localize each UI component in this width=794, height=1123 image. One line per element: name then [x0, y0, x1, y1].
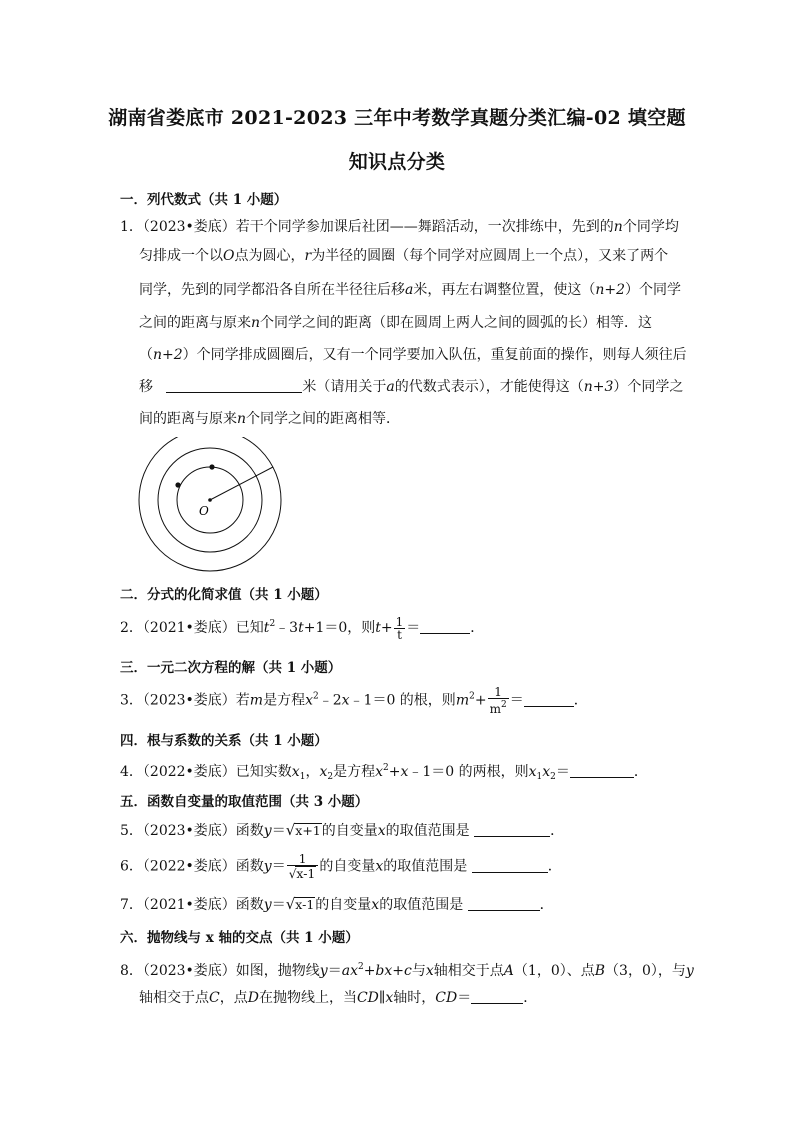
outer-circle [139, 437, 281, 571]
question-4: 4．（2022•娄底）已知实数$x_1$，$x_2$是方程$x^2+x﹣1=0$ 的两根，则$x_1x_2=$ ． [120, 763, 648, 782]
question-5: 5．（2023•娄底）函数y＝√x+1的自变量x的取值范围是 ． [120, 821, 565, 839]
question-2: 2．（2021•娄底）已知$t^2﹣3t+1=0$，则t+ $\frac{1}{t}$ ＝ ． [120, 614, 485, 642]
question-1-line-3: 同学，先到的同学都沿各自所在半径往后移a米，再左右调整位置，使这（n+2）个同学 [139, 282, 682, 298]
answer-blank-8[interactable] [471, 989, 523, 1004]
question-7: 7．（2021•娄底）函数y＝√x-1的自变量x的取值范围是 ． [120, 895, 554, 913]
question-1-line-2: 匀排成一个以O点为圆心，r为半径的圆圈（每个同学对应圆周上一个点），又来了两个 [139, 248, 669, 264]
document-subtitle: 知识点分类 [348, 151, 446, 173]
question-1-line-5: （n+2）个同学排成圆圈后，又有一个同学要加入队伍，重复前面的操作，则每人须往后 [139, 347, 687, 363]
answer-blank-7[interactable] [468, 896, 540, 911]
answer-blank-4[interactable] [570, 763, 634, 778]
section-heading-6: 六．抛物线与 x 轴的交点（共 1 小题） [120, 930, 359, 946]
fraction-1-over-t: $\frac{1}{t}$ [395, 614, 404, 642]
section-heading-4: 四．根与系数的关系（共 1 小题） [120, 733, 328, 749]
question-8-line-2: 轴相交于点C，点D在抛物线上，当CD∥x轴时，CD＝ ． [139, 990, 538, 1006]
answer-blank-5[interactable] [474, 822, 550, 837]
center-label: O [199, 504, 209, 518]
section-heading-3: 三．一元二次方程的解（共 1 小题） [120, 660, 342, 676]
student-point-1 [175, 482, 180, 487]
section-heading-2: 二．分式的化简求值（共 1 小题） [120, 587, 328, 603]
question-1-line-1: 1．（2023•娄底）若干个同学参加课后社团——舞蹈活动，一次排练中，先到的n个同学均 [120, 219, 679, 235]
question-6: 6．（2022•娄底）函数y＝ $\frac{1}{√x-1}$ 的自变量x的取值范围是 ． [120, 852, 562, 881]
section-heading-5: 五．函数自变量的取值范围（共 3 小题） [120, 794, 369, 810]
question-1-line-6: 移 米（请用关于a的代数式表示），才能使得这（n+3）个同学之 [139, 379, 684, 395]
fraction-1-over-m2: $\frac{1}{m^2}$ [489, 685, 507, 716]
answer-blank-3[interactable] [524, 692, 574, 707]
question-1-line-7: 间的距离与原来n个同学之间的距离相等． [139, 411, 401, 427]
answer-blank-6[interactable] [472, 858, 548, 873]
document-title: 湖南省娄底市 2021-2023 三年中考数学真题分类汇编-02 填空题 [108, 107, 686, 129]
radius-line [210, 467, 273, 500]
fraction-1-over-sqrt: $\frac{1}{√x-1}$ [287, 853, 319, 880]
question-3: 3．（2023•娄底）若m是方程$x^2﹣2x﹣1=0$ 的根，则$m^2+$ $\frac{1}{m^2}$ ＝ ． [120, 685, 588, 716]
question-1-line-4: 之间的距离与原来n个同学之间的距离（即在圆周上两人之间的圆弧的长）相等．这 [139, 315, 653, 331]
question-8-line-1: 8．（2023•娄底）如图，抛物线$y=ax^2+bx+c$与x轴相交于点A（1，0）、点B（3，0），与y [120, 962, 694, 979]
section-heading-1: 一．列代数式（共 1 小题） [120, 192, 288, 208]
student-point-2 [209, 464, 214, 469]
concentric-circles-figure [130, 437, 290, 577]
center-point [208, 498, 212, 502]
answer-blank-2[interactable] [420, 619, 470, 634]
answer-blank-1[interactable] [166, 378, 302, 393]
